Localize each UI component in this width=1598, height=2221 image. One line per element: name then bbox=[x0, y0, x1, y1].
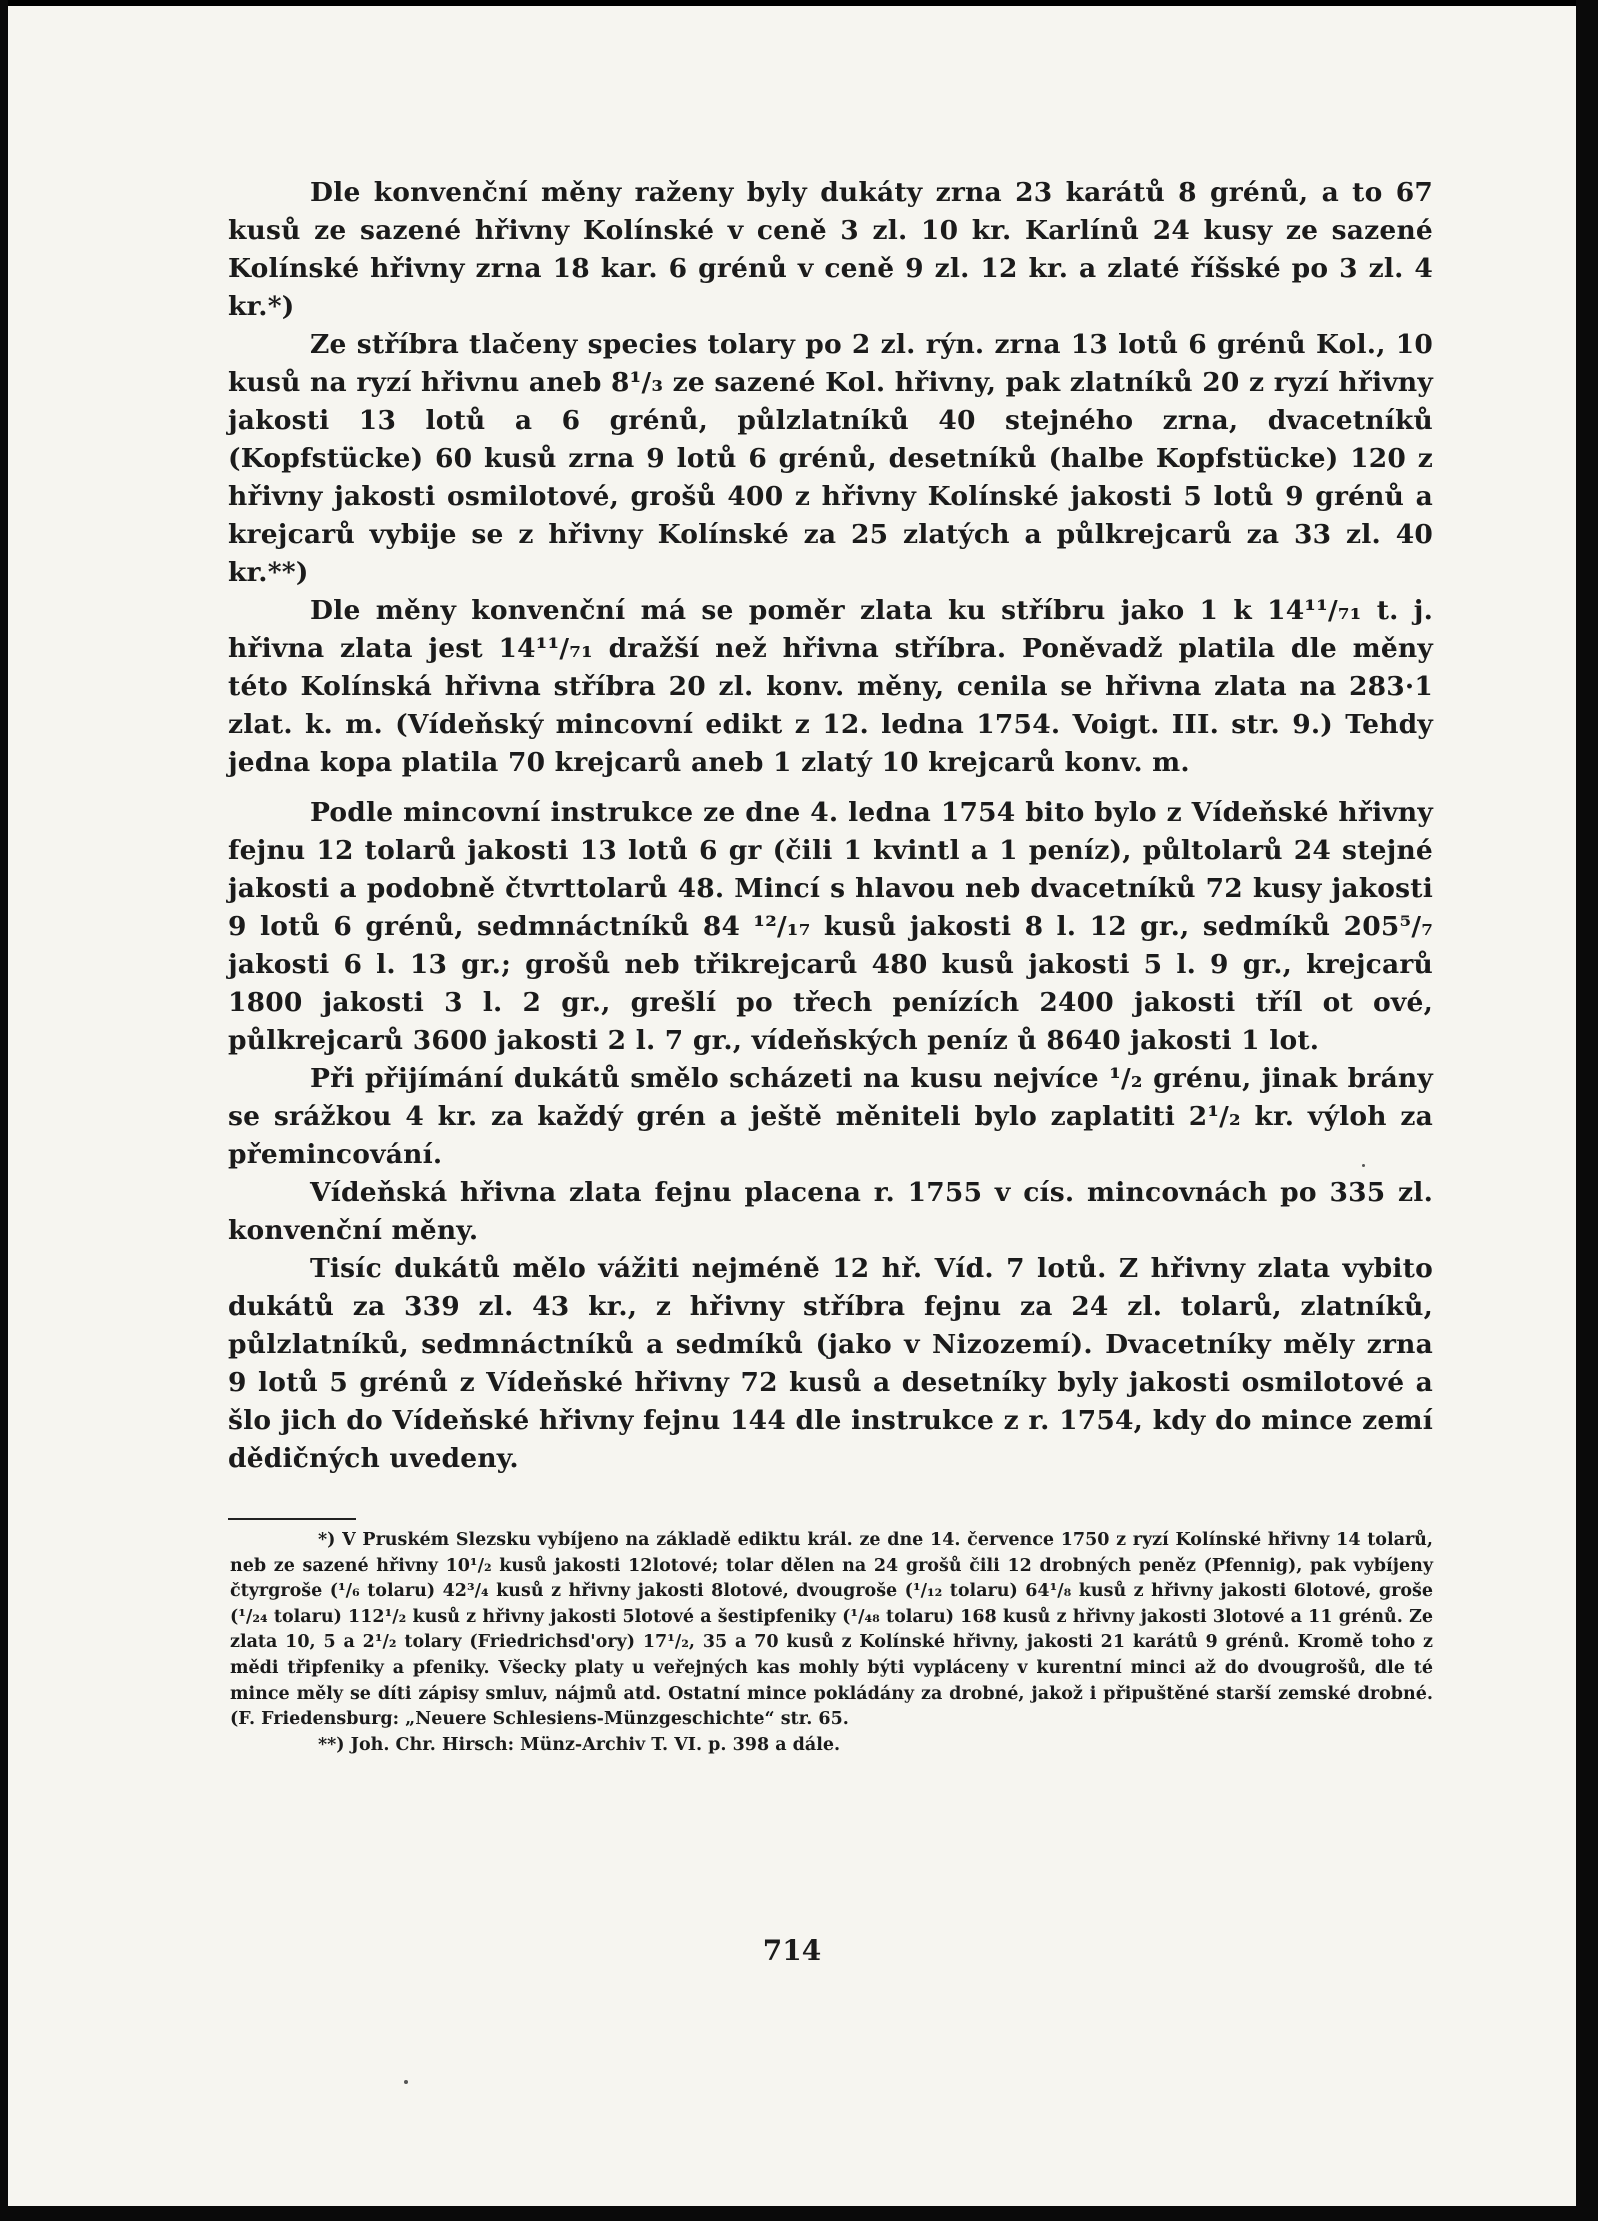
scan-speck bbox=[404, 2080, 408, 2084]
paragraph-1: Dle konvenční měny raženy byly dukáty zrna 23 karátů 8 grénů, a to 67 kusů ze sazené hřivny Kolínské v ceně 3 zl. 10 kr. Karlínů 24 kusy ze sazené Kolínské hřivny zrna 18 kar. 6 grénů v ceně 9 zl. 12 kr. a zlaté říšské po 3 zl. 4 kr.*) bbox=[228, 177, 1433, 322]
scan-border-bottom bbox=[0, 2205, 1598, 2221]
paragraph-2: Ze stříbra tlačeny species tolary po 2 zl. rýn. zrna 13 lotů 6 grénů Kol., 10 kusů na ryzí hřivnu aneb 8¹/₃ ze sazené Kol. hřivny, pak zlatníků 20 z ryzí hřivny jakosti 13 lotů a 6 grénů, půlzlatníků 40 stejného zrna, dvacetníků (Kopfstücke) 60 kusů zrna 9 lotů 6 grénů, desetníků (halbe Kopfstücke) 120 z hřivny jakosti osmilotové, grošů 400 z hřivny Kolínské jakosti 5 lotů 9 grénů a krejcarů vybije se z hřivny Kolínské za 25 zlatých a půlkrejcarů za 33 zl. 40 kr.**) bbox=[228, 329, 1433, 588]
footnote-divider bbox=[228, 1518, 356, 1520]
page-number: 714 bbox=[762, 1934, 822, 1967]
paragraph-6: Vídeňská hřivna zlata fejnu placena r. 1755 v cís. mincovnách po 335 zl. konvenční měny. bbox=[228, 1177, 1433, 1246]
main-text bbox=[228, 174, 1433, 1478]
footnotes bbox=[230, 1528, 1433, 1758]
paragraph-5: Při přijímání dukátů smělo scházeti na kusu nejvíce ¹/₂ grénu, jinak brány se srážkou 4 kr. za každý grén a ještě měniteli bylo zaplatiti 2¹/₂ kr. výloh za přemincování. bbox=[228, 1063, 1433, 1170]
scan-border-left bbox=[0, 0, 8, 2221]
document-page bbox=[8, 6, 1576, 2206]
paragraph-7: Tisíc dukátů mělo vážiti nejméně 12 hř. Víd. 7 lotů. Z hřivny zlata vybito dukátů za 339 zl. 43 kr., z hřivny stříbra fejnu za 24 zl. tolarů, zlatníků, půlzlatníků, sedmnáctníků a sedmíků (jako v Nizozemí). Dvacetníky měly zrna 9 lotů 5 grénů z Vídeňské hřivny 72 kusů a desetníky byly jakosti osmilotové a šlo jich do Vídeňské hřivny fejnu 144 dle instrukce z r. 1754, kdy do mince zemí dědičných uvedeny. bbox=[228, 1253, 1433, 1474]
scan-border-right bbox=[1576, 0, 1598, 2221]
scan-speck bbox=[1362, 1164, 1365, 1167]
paragraph-3: Dle měny konvenční má se poměr zlata ku stříbru jako 1 k 14¹¹/₇₁ t. j. hřivna zlata jest 14¹¹/₇₁ dražší než hřivna stříbra. Poněvadž platila dle měny této Kolínská hřivna stříbra 20 zl. konv. měny, cenila se hřivna zlata na 283·1 zlat. k. m. (Vídeňský mincovní edikt z 12. ledna 1754. Voigt. III. str. 9.) Tehdy jedna kopa platila 70 krejcarů aneb 1 zlatý 10 krejcarů konv. m. bbox=[228, 595, 1433, 778]
paragraph-4: Podle mincovní instrukce ze dne 4. ledna 1754 bito bylo z Vídeňské hřivny fejnu 12 tolarů jakosti 13 lotů 6 gr (čili 1 kvintl a 1 peníz), půltolarů 24 stejné jakosti a podobně čtvrttolarů 48. Mincí s hlavou neb dvacetníků 72 kusy jakosti 9 lotů 6 grénů, sedmnáctníků 84 ¹²/₁₇ kusů jakosti 8 l. 12 gr., sedmíků 205⁵/₇ jakosti 6 l. 13 gr.; grošů neb třikrejcarů 480 kusů jakosti 5 l. 9 gr., krejcarů 1800 jakosti 3 l. 2 gr., grešlí po třech penízích 2400 jakosti tříl ot ové, půlkrejcarů 3600 jakosti 2 l. 7 gr., vídeňských peníz ů 8640 jakosti 1 lot. bbox=[228, 797, 1433, 1056]
footnote-1: *) V Pruském Slezsku vybíjeno na základě ediktu král. ze dne 14. července 1750 z ryzí Kolínské hřivny 14 tolarů, neb ze sazené hřivny 10¹/₂ kusů jakosti 12lotové; tolar dělen na 24 grošů čili 12 drobných peněz (Pfennig), pak vybíjeny čtyrgroše (¹/₆ tolaru) 42³/₄ kusů z hřivny jakosti 8lotové, dvougroše (¹/₁₂ tolaru) 64¹/₈ kusů z hřivny jakosti 6lotové, groše (¹/₂₄ tolaru) 112¹/₂ kusů z hřivny jakosti 5lotové a šestipfeniky (¹/₄₈ tolaru) 168 kusů z hřivny jakosti 3lotové a 11 grénů. Ze zlata 10, 5 a 2¹/₂ tolary (Friedrichsd'ory) 17¹/₂, 35 a 70 kusů z Kolínské hřivny, jakosti 21 karátů 9 grénů. Kromě toho z mědi třipfeniky a pfeniky. Všecky platy u veřejných kas mohly býti vypláceny v kurentní minci až do dvougrošů, dle té mince měly se díti zápisy smluv, nájmů atd. Ostatní mince pokládány za drobné, jakož i připuštěné starší zemské drobné. (F. Friedensburg: „Neuere Schlesiens-Münzgeschichte“ str. 65. bbox=[230, 1530, 1433, 1730]
footnote-2: **) Joh. Chr. Hirsch: Münz-Archiv T. VI. p. 398 a dále. bbox=[318, 1734, 841, 1755]
